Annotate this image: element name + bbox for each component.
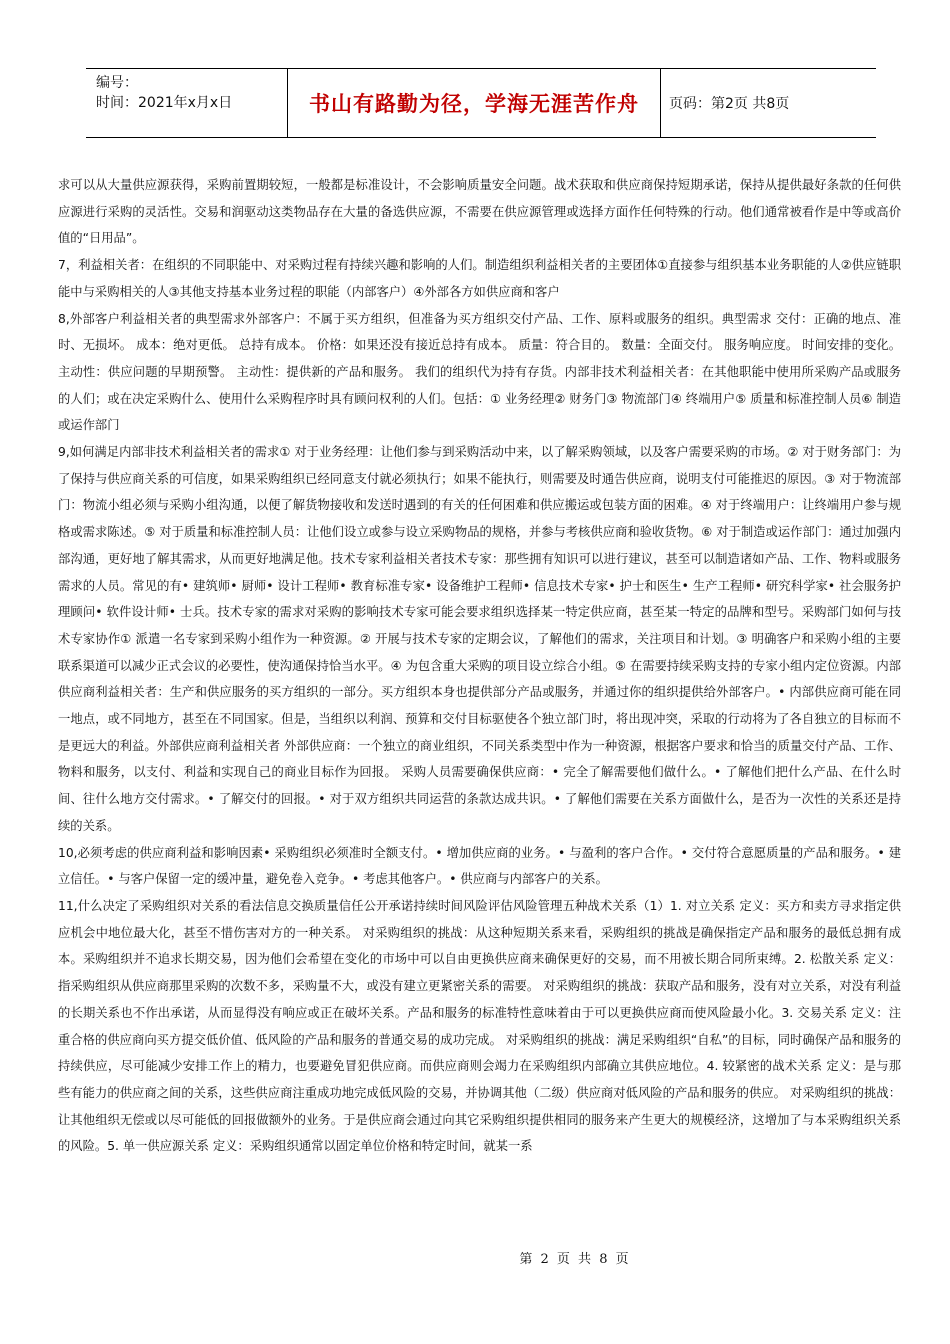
paragraph: 9,如何满足内部非技术利益相关者的需求① 对于业务经理：让他们参与到采购活动中来，以了解采购领域，以及客户需要采购的市场。② 对于财务部门：为了保持与供应商关系的可信度，如果采购组织已经同意支付就必须执行；如果不能执行，则需要及时通告供应商，说明支付可能推迟的原因。③ 对于物流部门：物流小组必须与采购小组沟通，以便了解货物接收和发送时遇到的有关的任何困难和供应搬运或包装方面的困难。④ 对于终端用户：让终端用户参与规格或需求陈述。⑤ 对于质量和标准控制人员：让他们设立或参与设立采购物品的规格，并参与考核供应商和验收货物。⑥ 对于制造或运作部门：通过加强内部沟通，更好地了解其需求，从而更好地满足他。技术专家利益相关者技术专家：那些拥有知识可以进行建议，甚至可以制造诸如产品、工作、物料或服务需求的人员。常见的有• 建筑师• 厨师• 设计工程师• 教育标准专家• 设备维护工程师• 信息技术专家• 护士和医生• 生产工程师• 研究科学家• 社会服务护理顾问• 软件设计师• 士兵。技术专家的需求对采购的影响技术专家可能会要求组织选择某一特定供应商，甚至某一特定的品牌和型号。采购部门如何与技术专家协作① 派遣一名专家到采购小组作为一种资源。② 开展与技术专家的定期会议，了解他们的需求，关注项目和计划。③ 明确客户和采购小组的主要联系渠道可以减少正式会议的必要性，使沟通保持恰当水平。④ 为包含重大采购的项目设立综合小组。⑤ 在需要持续采购支持的专家小组内定位资源。内部供应商利益相关者：生产和供应服务的买方组织的一部分。买方组织本身也提供部分产品或服务，并通过你的组织提供给外部客户。• 内部供应商可能在同一地点，或不同地方，甚至在不同国家。但是，当组织以利润、预算和交付目标驱使各个独立部门时，将出现冲突，采取的行动将为了各自独立的目标而不是更远大的利益。外部供应商利益相关者 外部供应商：一个独立的商业组织，不同关系类型中作为一种资源，根据客户要求和恰当的质量交付产品、工作、物料和服务，以支付、利益和实现自己的商业目标作为回报。 采购人员需要确保供应商：• 完全了解需要他们做什么。• 了解他们把什么产品、在什么时间、往什么地方交付需求。• 了解交付的回报。• 对于双方组织共同运营的条款达成共识。• 了解他们需要在关系方面做什么，是否为一次性的关系还是持续的关系。	[58, 445, 901, 833]
document-body	[58, 172, 901, 1160]
header-page-info-cell	[661, 69, 876, 137]
header-page-info: 页码：第2页 共8页	[669, 96, 790, 112]
document-header	[86, 68, 876, 138]
paragraph: 求可以从大量供应源获得，采购前置期较短，一般都是标准设计，不会影响质量安全问题。战术获取和供应商保持短期承诺，保持从提供最好条款的任何供应源进行采购的灵活性。交易和润驱动这类物品存在大量的备选供应源，不需要在供应源管理或选择方面作任何特殊的行动。他们通常被看作是中等或高价值的“日用品”。	[58, 178, 901, 246]
paragraph: 10,必须考虑的供应商利益和影响因素• 采购组织必须准时全额支付。• 增加供应商的业务。• 与盈利的客户合作。• 交付符合意愿质量的产品和服务。• 建立信任。• 与客户保留一定的缓冲量，避免卷入竞争。• 考虑其他客户。• 供应商与内部客户的关系。	[58, 845, 901, 887]
header-meta	[86, 69, 288, 137]
document-number-label: 编号：	[96, 75, 138, 91]
header-motto: 书山有路勤为径，学海无涯苦作舟	[309, 92, 639, 116]
header-motto-cell	[288, 69, 661, 137]
page-footer: 第 2 页 共 8 页	[519, 1252, 631, 1267]
document-date: 时间：2021年x月x日	[96, 95, 233, 111]
paragraph: 8,外部客户利益相关者的典型需求外部客户：不属于买方组织，但准备为买方组织交付产品、工作、原料或服务的组织。典型需求 交付：正确的地点、准时、无损坏。 成本：绝对更低。 总持有成本。 价格：如果还没有接近总持有成本。 质量：符合目的。 数量：全面交付。 服务响应度。 时间安排的变化。 主动性：供应问题的早期预警。 主动性：提供新的产品和服务。 我们的组织代为持有存货。内部非技术利益相关者：在其他职能中使用所采购产品或服务的人们；或在决定采购什么、使用什么采购程序时具有顾问权利的人们。包括：① 业务经理② 财务门③ 物流部门④ 终端用户⑤ 质量和标准控制人员⑥ 制造或运作部门	[58, 311, 901, 433]
paragraph: 11,什么决定了采购组织对关系的看法信息交换质量信任公开承诺持续时间风险评估风险管理五种战术关系（1）1. 对立关系 定义：买方和卖方寻求指定供应机会中地位最大化，甚至不惜伤害对方的一种关系。 对采购组织的挑战：从这种短期关系来看，采购组织的挑战是确保指定产品和服务的最低总拥有成本。采购组织并不追求长期交易，因为他们会希望在变化的市场中可以自由更换供应商来确保更好的交易，而不用被长期合同所束缚。2. 松散关系 定义：指采购组织从供应商那里采购的次数不多，采购量不大，或没有建立更紧密关系的需要。 对采购组织的挑战：获取产品和服务，没有对立关系，对没有利益的长期关系也不作出承诺，从而显得没有响应或正在破坏关系。产品和服务的标准特性意味着由于可以更换供应商而使风险最小化。3. 交易关系 定义：注重合格的供应商向买方提交低价值、低风险的产品和服务的普通交易的成功完成。 对采购组织的挑战：满足采购组织“自私”的目标，同时确保产品和服务的持续供应，尽可能减少安排工作上的精力，也要避免冒犯供应商。而供应商则会竭力在采购组织内部确立其供应地位。4. 较紧密的战术关系 定义：是与那些有能力的供应商之间的关系，这些供应商注重成功地完成低风险的交易，并协调其他（二级）供应商对低风险的产品和服务的供应。 对采购组织的挑战：让其他组织无偿或以尽可能低的回报做额外的业务。于是供应商会通过向其它采购组织提供相同的服务来产生更大的规模经济，这增加了与本采购组织关系的风险。5. 单一供应源关系 定义：采购组织通常以固定单位价格和特定时间，就某一系	[58, 898, 901, 1154]
paragraph: 7，利益相关者：在组织的不同职能中、对采购过程有持续兴趣和影响的人们。制造组织利益相关者的主要团体①直接参与组织基本业务职能的人②供应链职能中与采购相关的人③其他支持基本业务过程的职能（内部客户）④外部各方如供应商和客户	[58, 258, 901, 299]
